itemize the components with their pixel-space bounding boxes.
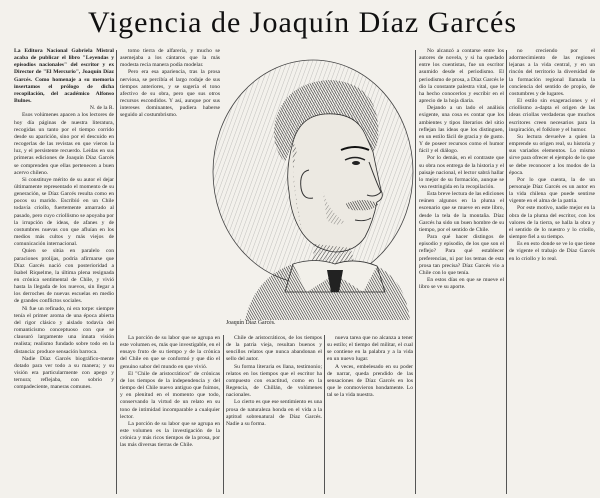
column-5 — [419, 48, 504, 496]
paragraph: Por lo demás, en el contraste que su obra nos entrega de la historia y el paisaje nacional, el lector sabrá hallar lo mejor de su formación, aunque se vea restringida en la recopilación. — [419, 155, 504, 190]
paragraph: A veces, embelesado en su poder de narrar, queda prendido de las sensaciones de Díaz Garcés en los que le conmovieron hondamente. Lo tal se la vida nuestra. — [327, 363, 413, 399]
paragraph: Por este motivo, nadie mejor en la obra de la pluma del escritor, con los valores de la tierra, se halla la obra y el sentido de lo nuestro y lo criollo, siempre fiel a su tiempo. — [509, 205, 595, 241]
paragraph: Si constituye mérito de su autor el dejar últimamente representado el momento de su generación, se Díaz Garcés resulta como en pocos su marido. Escribió en un Chile todavía criollo, fuertemente amarrado al pasado, pero cuyo criollismo se apoyaba por la irrupción de ideas, de afanes y de costumbres nuevas con que afluían en los medios más cultos y más viejos de comunicación internacional. — [14, 176, 114, 248]
paragraph: La porción de su labor que se agrupa en este volumen es la investigación de la crónica y más ricos tiempos de la prosa, por las más diversas tierras de Chile. — [120, 420, 220, 449]
column-6 — [509, 48, 595, 496]
paragraph: nueva tarea que no alcanza a tener su estilo; el tiempo del militar, el cual se contiene en la palabra y a la vida en un nuevo lugar. — [327, 335, 413, 363]
column-rule — [324, 335, 325, 494]
column-rule — [116, 50, 117, 494]
paragraph: Chile de aristocráticos, de los tiempos de la patria vieja, resultan buenos y sencillos relatos que nunca abandonan el sello del autor. — [226, 335, 322, 363]
column-rule — [415, 50, 416, 494]
paragraph: Por lo que cuenta, la de un personaje Díaz Garcés es un autor en la vida chilena que puede sentirse vigente en el alma de la patria. — [509, 176, 595, 205]
paragraph: No alcanzó a contarse entre los autores de novela, y si ha quedado entre los cuentistas, fue un escritor asumido desde el periodismo. El periodismo de prosa, a Díaz Garcés le dio la constante palestra vital, que le ha hecho conocerlos y escribir en el aprecio de la hoja diaria. — [419, 48, 504, 105]
paragraph: Lo cierto es que ese sentimiento es una prosa de naturaleza honda en el vida a la aptitud sobrenatural de Díaz Garcés. Nadie a su forma. — [226, 399, 322, 427]
column-3-bottom — [226, 335, 322, 495]
paragraph: Esta breve lectura de las ediciones reúnen algunos en la pluma el escenario que se mueve en este libro, desde la tela de la montaña. Díaz Garcés ha sido un buen hombre de su tiempo, por el sentido de Chile. — [419, 191, 504, 233]
column-rule — [223, 335, 224, 494]
column-4-bottom — [327, 335, 413, 495]
paragraph: Es en esto donde se ve lo que tiene de vigente el trabajo de Díaz Garcés en lo criollo y lo real. — [509, 241, 595, 262]
paragraph: En estos días en que se mueve el libro se ve su aporte. — [419, 277, 504, 291]
paragraph: Quien se sitúa en paralelo con paraciones prolijas, podría afirmarse que Díaz Garcés nació con posterioridad a Isabel Riquelme, la última plena resignada en crónica sentimental de Chile, y vivió hasta la llegada de los nuevos, sin llegar a los derroches de nuevas escuelas en medio de grandes conflictos sociales. — [14, 248, 114, 305]
paragraph: N. de la R. — [89, 105, 114, 112]
paragraph: La Editora Nacional Gabriela Mistral acaba de publicar el libro "Leyendas y episodios nacionales" del escritor y ex Director de "El Mercurio", Joaquín Díaz Garcés. Como homenaje a su memoria insertamos el prólogo de dicha recopilación, del académico Alfonso Bulnes. — [14, 48, 114, 105]
portrait-illustration — [205, 52, 415, 320]
paragraph: Nadie Díaz Garcés biográfico-mente dotado para ver todo a su manera; y su visión era particularmente con apego y ternura; reflejaba, con sobrio y compadeciente, maneras comunes. — [14, 355, 114, 391]
paragraph: Dejando a un lado el análisis exigente, una cosa es contar que los ambientes y tipos literarios del sitio reflejan las ideas que los distinguen, en un estilo fácil de gracia y de gusto. Y de poseer recursos como el humor fácil y el diálogo. — [419, 105, 504, 155]
paragraph: El estilo sin exageraciones y el criollismo a-dapta el origen de las ideas criollas verdaderas que muchos escritores creen necesarios para la inspiración, el folklore y el humor. — [509, 98, 595, 133]
portrait-caption: Joaquín Díaz Garcés. — [226, 320, 276, 326]
paragraph: no creciendo por el adormecimiento de las regiones lejanas a la vida central, y en un rincón del territorio la diversidad de la formación regional llamada la conciencia del sentido de propio, de costumbres y de lugares. — [509, 48, 595, 97]
column-rule — [506, 50, 507, 494]
paragraph: Ni fue un refinado, ni era torpe: siempre tenía el primer aroma de una época abierta del rigor clásico y aislado todavía del romanticismo conceptuoso con que se clausuró largamente una innata visión realista; realismo fundado sobre todo en la distancia: produce sensación barroca. — [14, 305, 114, 355]
paragraph: Para qué hacer distingos de episodio y episodio, de los que son el reflejo? Para qué establecer preferencias, ni por los temas de esta prosa tan precisa? Díaz Garcés vio a Chile con lo que tenía. — [419, 234, 504, 276]
paragraph: La porción de su labor que se agrupa en este volumen es, más que investigable, en el ensayo fruto de su tiempo y de la crónica del Chile en que se conformó y que dio el genuino sabor del mundo en que vivió. — [120, 335, 220, 370]
paragraph: tomo tierra de alfarería, y mucho se asemejaba a los cántaros que la más modesta recia manera podía modelar. — [120, 48, 220, 69]
column-2-bottom — [120, 335, 220, 495]
column-1 — [14, 48, 114, 496]
paragraph: El "Chile de aristocráticos" de crónicas de los tiempos de la independencia y del tiempo del Chile nuevo antiguo que fuimos, y en plenitud en el momento que todo, conservando la virtud de un relato en su tono de intimidad incomparable a cualquier lector. — [120, 370, 220, 420]
paragraph: Pero era esa apariencia, tras la prosa nerviosa, se percibía el largo rodaje de sus tiempos anteriores, y se sugería el tono afectivo de su obra, pero que sus otros recursos escondidos. Y así, aunque por sus intereses dominantes, pudiera haberse seguido al costumbrismo. — [120, 69, 220, 119]
headline: Vigencia de Joaquín Díaz Garcés — [87, 6, 518, 39]
paragraph: Su lectura devuelve a quien la emprende su origen real, su historia y sus variados elementos. Lo mismo sirve para ofrecer el ejemplo de lo que se debe reconocer a los modos de la época. — [509, 133, 595, 176]
paragraph: Su forma literaria es llana, testimonio; relatos en los tiempos que el escritor ha compuesto con exactitud, como en la Regencia, de Chillán, de volúmenes nacionales. — [226, 363, 322, 399]
paragraph: Esos volúmenes apacen a los lectores de hoy día páginas de nuestra literatura, recogidas un tanto por el tiempo corrido desde su aparición, sino por el descuido en recogerlas de las revistas en que vieron la luz, y el persistente recuerdo. Leídas en sus primeras ediciones de Joaquín Díaz Garcés se comprenden que ellas pertenecen a buen acervo chileno. — [14, 112, 114, 176]
